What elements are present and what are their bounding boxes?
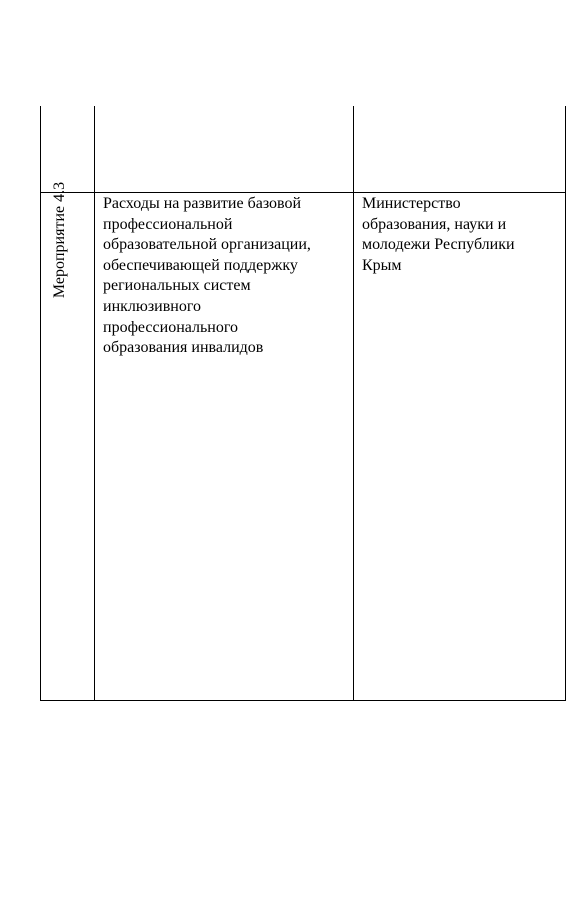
table-border-col1-upper: [94, 106, 95, 193]
event-label: Мероприятие 4.3: [51, 181, 68, 299]
responsible-organization: Министерство образования, науки и молодежи Республики Крым: [362, 195, 515, 274]
table-border-left: [40, 192, 41, 701]
table-border-bottom: [40, 700, 566, 701]
table-border-left-upper: [40, 106, 41, 193]
table-row-separator: [40, 192, 566, 193]
table-border-col1: [94, 192, 95, 701]
event-description: Расходы на развитие базовой профессиональной образовательной организации, обеспечивающей поддержку региональных систем инклюзивного профессионального образования инвалидов: [103, 195, 311, 357]
table-border-col2: [353, 192, 354, 701]
table-border-col2-upper: [353, 106, 354, 193]
